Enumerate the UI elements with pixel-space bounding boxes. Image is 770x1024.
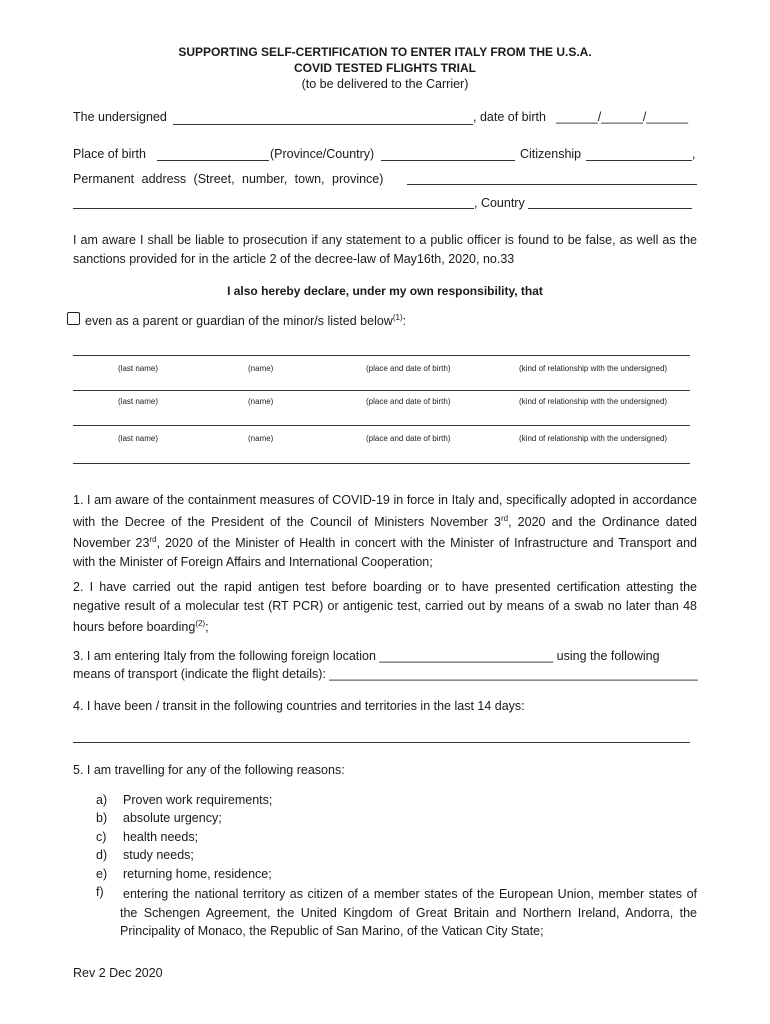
form-title-line2: COVID TESTED FLIGHTS TRIAL — [294, 61, 476, 75]
reason-letter: e) — [96, 867, 108, 881]
minor-col-birth: (place and date of birth) — [366, 397, 451, 406]
reason-health: health needs; — [123, 830, 199, 844]
minor-col-relationship: (kind of relationship with the undersigned) — [519, 397, 668, 406]
undersigned-name-field[interactable] — [173, 124, 473, 125]
minor-col-birth: (place and date of birth) — [366, 434, 451, 443]
country-field[interactable] — [528, 208, 692, 209]
reason-work: Proven work requirements; — [123, 793, 273, 807]
declaration-item-2: 2. I have carried out the rapid antigen test before boarding or to have presented certification attesting the negative result of a molecular test (RT PCR) or antigenic test, carried out by means of a swab no later than 48 hours before boarding$^{(2)}$; — [73, 580, 697, 635]
form-title-line1: SUPPORTING SELF-CERTIFICATION TO ENTER ITALY FROM THE U.S.A. — [178, 45, 592, 59]
declaration-item-3-line2[interactable]: means of transport (indicate the flight details): _____________________________________________________ — [73, 667, 698, 681]
country-label: , Country — [474, 196, 525, 210]
reason-eu-citizen: entering the national territory as citizen of a member states of the European Union, member states of the Schengen Agreement, the United Kingdom of Great Britain and Northern Ireland, Andorra, the Principality of Monaco, the Republic of San Marino, of the Vatican City State; — [120, 887, 697, 938]
minor-col-relationship: (kind of relationship with the undersigned) — [519, 364, 668, 373]
permanent-address-field[interactable] — [407, 184, 697, 185]
dob-label: , date of birth — [473, 110, 546, 124]
reason-home: returning home, residence; — [123, 867, 272, 881]
minor-row-4-line[interactable] — [73, 463, 690, 464]
minor-col-last-name: (last name) — [118, 434, 159, 443]
revision-label: Rev 2 Dec 2020 — [73, 966, 163, 980]
reason-letter: f) — [96, 885, 104, 899]
transit-countries-field[interactable] — [73, 742, 690, 743]
place-of-birth-label: Place of birth — [73, 147, 146, 161]
reason-letter: b) — [96, 811, 108, 825]
declaration-item-4: 4. I have been / transit in the following countries and territories in the last 14 days: — [73, 699, 525, 713]
minor-col-relationship: (kind of relationship with the undersigned) — [519, 434, 668, 443]
guardian-checkbox[interactable] — [67, 312, 80, 325]
minor-row-2-line[interactable] — [73, 390, 690, 391]
dob-field[interactable]: ______/______/______ — [556, 110, 689, 124]
minor-row-3-line[interactable] — [73, 425, 690, 426]
declaration-heading: I also hereby declare, under my own responsibility, that — [227, 284, 543, 298]
minor-col-name: (name) — [248, 364, 274, 373]
province-country-field[interactable] — [381, 160, 515, 161]
citizenship-label: Citizenship — [520, 147, 582, 161]
minor-row-1-line[interactable] — [73, 355, 690, 356]
declaration-item-3-line1[interactable]: 3. I am entering Italy from the following foreign location _________________________ using the following — [73, 649, 660, 663]
guardian-statement: even as a parent or guardian of the minor/s listed below$^{(1)}$: — [85, 313, 407, 329]
permanent-address-label: Permanent address (Street, number, town, province) — [73, 172, 384, 186]
form-page: SUPPORTING SELF-CERTIFICATION TO ENTER ITALY FROM THE U.S.A. COVID TESTED FLIGHTS TRIAL (to be delivered to the Carrier) The undersigned , date of birth ______/______/______ Place of birth (Province/Country) Citizenship , Permanent address (Street, number, town, province) , Country I am aware I shall be liable to prosecution if any statement to a public officer is found to be false, as well as the sanctions provided for in the article 2 of the decree-law of May16th, 2020, no.33 I also hereby declare, under my own responsibility, that even as a parent or guardian of the minor/s listed below$^{(1)}$: (last name) (name) (place and date of birth) (kind of relationship with the undersigned) (last name) (name) (place and date of birth) (kind of relationship with the undersigned) (last name) (name) (place and date of birth) (kind of relationship with the undersigned) 1. I am aware of the containment measures of COVID-19 in force in Italy and, specifically adopted in accordance with the Decree of the President of the Council of Ministers November 3rd, 2020 and the Ordinance dated November 23rd, 2020 of the Minister of Health in concert with the Minister of Infrastructure and Transport and with the Minister of Foreign Affairs and International Cooperation; 2. I have carried out the rapid antigen test before boarding or to have presented certification attesting the negative result of a molecular test (RT PCR) or antigenic test, carried out by means of a swab no later than 48 hours before boarding$^{(2)}$; 3. I am entering Italy from the following foreign location _________________________ using the following means of transport (indicate the flight details): _____________________________________________________ 4. I have been / transit in the following countries and territories in the last 14 days: 5. I am travelling for any of the following reasons: a) Proven work requirements; b) absolute urgency; c) health needs; d) study needs; e) returning home, residence; f) entering the national territory as citizen of a member states of the European Union, member states of the Schengen Agreement, the United Kingdom of Great Britain and Northern Ireland, Andorra, the Principality of Monaco, the Republic of San Marino, of the Vatican City State; Rev 2 Dec 2020 — [0, 0, 770, 1024]
address-continuation-field[interactable] — [73, 208, 474, 209]
citizenship-field[interactable] — [586, 160, 692, 161]
minor-col-last-name: (last name) — [118, 364, 159, 373]
minor-col-last-name: (last name) — [118, 397, 159, 406]
form-subtitle: (to be delivered to the Carrier) — [301, 77, 469, 91]
reason-letter: a) — [96, 793, 108, 807]
minor-col-birth: (place and date of birth) — [366, 364, 451, 373]
reason-letter: d) — [96, 848, 108, 862]
reason-letter: c) — [96, 830, 107, 844]
declaration-item-5: 5. I am travelling for any of the following reasons: — [73, 763, 345, 777]
declaration-item-1: 1. I am aware of the containment measures of COVID-19 in force in Italy and, specifically adopted in accordance with the Decree of the President of the Council of Ministers November 3rd, 2020 and the Ordinance dated November 23rd, 2020 of the Minister of Health in concert with the Minister of Infrastructure and Transport and with the Minister of Foreign Affairs and International Cooperation; — [73, 493, 697, 569]
reason-study: study needs; — [123, 848, 194, 862]
place-of-birth-field[interactable] — [157, 160, 269, 161]
awareness-statement: I am aware I shall be liable to prosecution if any statement to a public officer is found to be false, as well as the sanctions provided for in the article 2 of the decree-law of May16th, 2020, no.33 — [73, 233, 697, 266]
reason-urgency: absolute urgency; — [123, 811, 222, 825]
minor-col-name: (name) — [248, 397, 274, 406]
undersigned-label: The undersigned — [73, 110, 167, 124]
minor-col-name: (name) — [248, 434, 274, 443]
province-country-label: (Province/Country) — [270, 147, 375, 161]
